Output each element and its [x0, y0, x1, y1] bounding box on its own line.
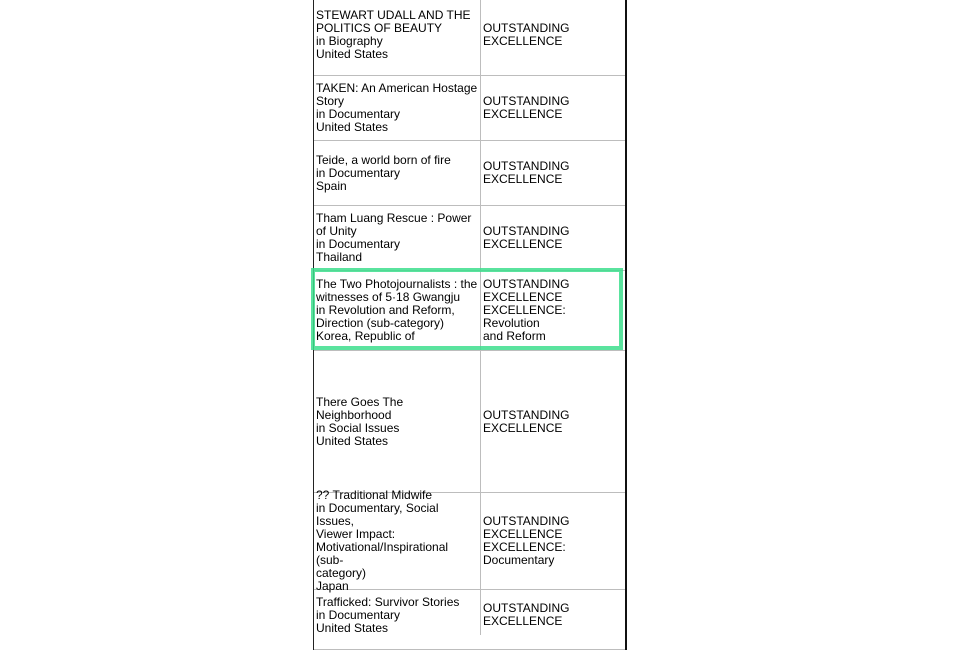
film-country: Thailand: [316, 250, 363, 264]
film-cell: [314, 206, 481, 270]
award-text: Documentary: [483, 553, 555, 567]
award-cell: [481, 141, 625, 205]
award-text: EXCELLENCE:: [483, 540, 566, 554]
film-cell: [314, 351, 481, 492]
film-cell: [314, 0, 481, 75]
table-row: [314, 76, 625, 141]
film-country: Japan: [316, 579, 349, 593]
award-text: OUTSTANDING: [483, 514, 570, 528]
awards-table: [313, 0, 627, 650]
award-cell: [481, 0, 625, 75]
table-row: [314, 141, 625, 206]
award-text: EXCELLENCE: [483, 527, 563, 541]
film-cell: [314, 271, 481, 350]
film-title: Trafficked: Survivor Stories: [316, 595, 460, 609]
film-title: Teide, a world born of fire: [316, 152, 451, 167]
table-row: [314, 351, 625, 493]
award-text: OUTSTANDING: [483, 407, 570, 422]
film-cell: [314, 141, 481, 205]
film-title: ?? Traditional Midwife: [316, 488, 433, 502]
film-category: in Documentary: [316, 107, 401, 121]
table-row: [314, 488, 625, 593]
award-text: EXCELLENCE: [483, 107, 563, 121]
film-title: POLITICS OF BEAUTY: [316, 20, 443, 35]
award-text: EXCELLENCE: [483, 33, 563, 48]
award-text: EXCELLENCE: [483, 614, 563, 628]
film-category: Viewer Impact:: [316, 527, 396, 541]
film-title: STEWART UDALL AND THE: [316, 7, 471, 22]
film-title: TAKEN: An American Hostage: [316, 81, 478, 95]
film-country: United States: [316, 433, 389, 448]
award-text: EXCELLENCE: [483, 237, 563, 251]
film-category: in Revolution and Reform,: [316, 303, 455, 317]
award-text: OUTSTANDING: [483, 20, 570, 35]
film-title: Story: [316, 94, 345, 108]
film-title: witnesses of 5·18 Gwangju: [316, 290, 461, 304]
award-cell: [481, 206, 625, 270]
film-country: Spain: [316, 178, 347, 193]
film-cell: [314, 76, 481, 140]
film-category: in Documentary: [316, 237, 401, 251]
film-category: Motivational/Inspirational (sub-: [316, 540, 449, 567]
film-cell: [314, 590, 481, 635]
award-cell: [481, 271, 625, 350]
award-text: EXCELLENCE: Revolution: [483, 303, 566, 330]
film-country: United States: [316, 120, 389, 134]
award-cell: [481, 76, 625, 140]
award-cell: [481, 493, 625, 589]
film-category: in Social Issues: [316, 420, 400, 435]
table-row: [314, 0, 625, 76]
film-title: of Unity: [316, 224, 357, 238]
film-cell: [314, 488, 481, 593]
film-country: United States: [316, 621, 389, 635]
table-row-highlighted: [314, 271, 625, 351]
award-text: and Reform: [483, 329, 546, 343]
award-text: OUTSTANDING: [483, 94, 570, 108]
film-title: The Two Photojournalists : the: [316, 277, 478, 291]
film-country: Korea, Republic of: [316, 329, 415, 343]
award-text: OUTSTANDING: [483, 601, 570, 615]
film-category: in Biography: [316, 33, 383, 48]
film-category: in Documentary, Social Issues,: [316, 501, 439, 528]
award-text: EXCELLENCE: [483, 420, 563, 435]
film-category: in Documentary: [316, 165, 401, 180]
table-row: [314, 206, 625, 271]
award-cell: [481, 351, 625, 492]
film-title: There Goes The Neighborhood: [316, 394, 404, 422]
film-category: in Documentary: [316, 608, 401, 622]
award-text: OUTSTANDING: [483, 277, 570, 291]
award-text: EXCELLENCE: [483, 290, 563, 304]
award-text: OUTSTANDING: [483, 224, 570, 238]
film-category: category): [316, 566, 367, 580]
table-row: [314, 590, 625, 650]
film-title: Tham Luang Rescue : Power: [316, 211, 472, 225]
award-text: EXCELLENCE: [483, 172, 563, 186]
film-category: Direction (sub-category): [316, 316, 445, 330]
film-country: United States: [316, 46, 389, 61]
award-text: OUTSTANDING: [483, 159, 570, 173]
award-cell: [481, 590, 625, 628]
